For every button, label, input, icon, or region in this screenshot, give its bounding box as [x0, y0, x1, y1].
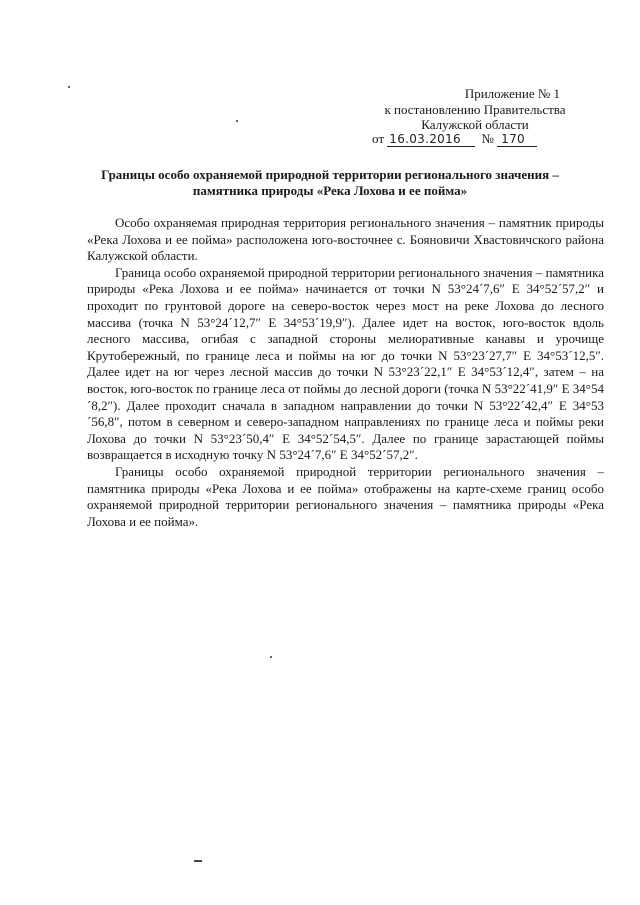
- number-value: 170: [501, 132, 525, 146]
- appendix-line-3: Калужской области: [421, 117, 529, 132]
- resolution-date-line: [372, 131, 537, 147]
- scan-speck: [194, 860, 202, 862]
- title-line-1: Границы особо охраняемой природной территории регионального значения –: [101, 167, 559, 182]
- date-field: [387, 132, 475, 147]
- document-body: [87, 215, 604, 530]
- appendix-line-2: к постановлению Правительства: [384, 101, 566, 117]
- number-prefix: №: [481, 131, 494, 146]
- document-title: [70, 167, 590, 199]
- appendix-line-1: Приложение № 1: [464, 86, 560, 101]
- scan-speck: [68, 86, 70, 88]
- date-value: 16.03.2016: [389, 132, 461, 146]
- date-prefix: от: [372, 131, 385, 146]
- paragraph-3: Границы особо охраняемой природной территории регионального значения – памятника природы «Река Лохова и ее пойма» отображены на карте-схеме границ особо охраняемой природной территории регионального значения – памятника природы «Река Лохова и ее пойма».: [87, 463, 604, 529]
- paragraph-2: Граница особо охраняемой природной территории регионального значения – памятника природы «Река Лохова и ее пойма» начинается от точки N 53°24´7,6″ E 34°52´57,2″ и проходит по грунтовой дороге на северо-восток через мост на реке Лохова до лесного массива (точка N 53°24´12,7″ E 34°53´19,9″). Далее идет на восток, юго-восток вдоль лесного массива, огибая с западной стороны мелиоративные канавы и урочище Крутобережный, по границе леса и поймы на юг до точки N 53°23´27,7″ E 34°53´12,5″. Далее идет на юг через лесной массив до точки N 53°23´22,1″ E 34°53´12,4″, затем – на восток, юго-восток по границе леса от поймы до лесной дороги (точка N 53°22´41,9″ E 34°54´8,2″). Далее проходит сначала в западном направлении до точки N 53°22´42,4″ E 34°53´56,8″, потом в северном и северо-западном направлениях по границе леса и поймы реки Лохова до точки N 53°23´50,4″ E 34°52´54,5″. Далее по границе зарастающей поймы возвращается в исходную точку N 53°24´7,6″ E 34°52´57,2″.: [87, 264, 604, 463]
- title-line-2: памятника природы «Река Лохова и ее пойма»: [192, 183, 468, 198]
- scan-speck: [270, 656, 272, 658]
- number-field: [497, 132, 537, 147]
- paragraph-1: Особо охраняемая природная территория регионального значения – памятник природы «Река Лохова и ее пойма» расположена юго-восточнее с. Бояновичи Хвастовичского района Калужской области.: [87, 215, 604, 264]
- appendix-block: [360, 86, 590, 133]
- scan-speck: [236, 120, 238, 122]
